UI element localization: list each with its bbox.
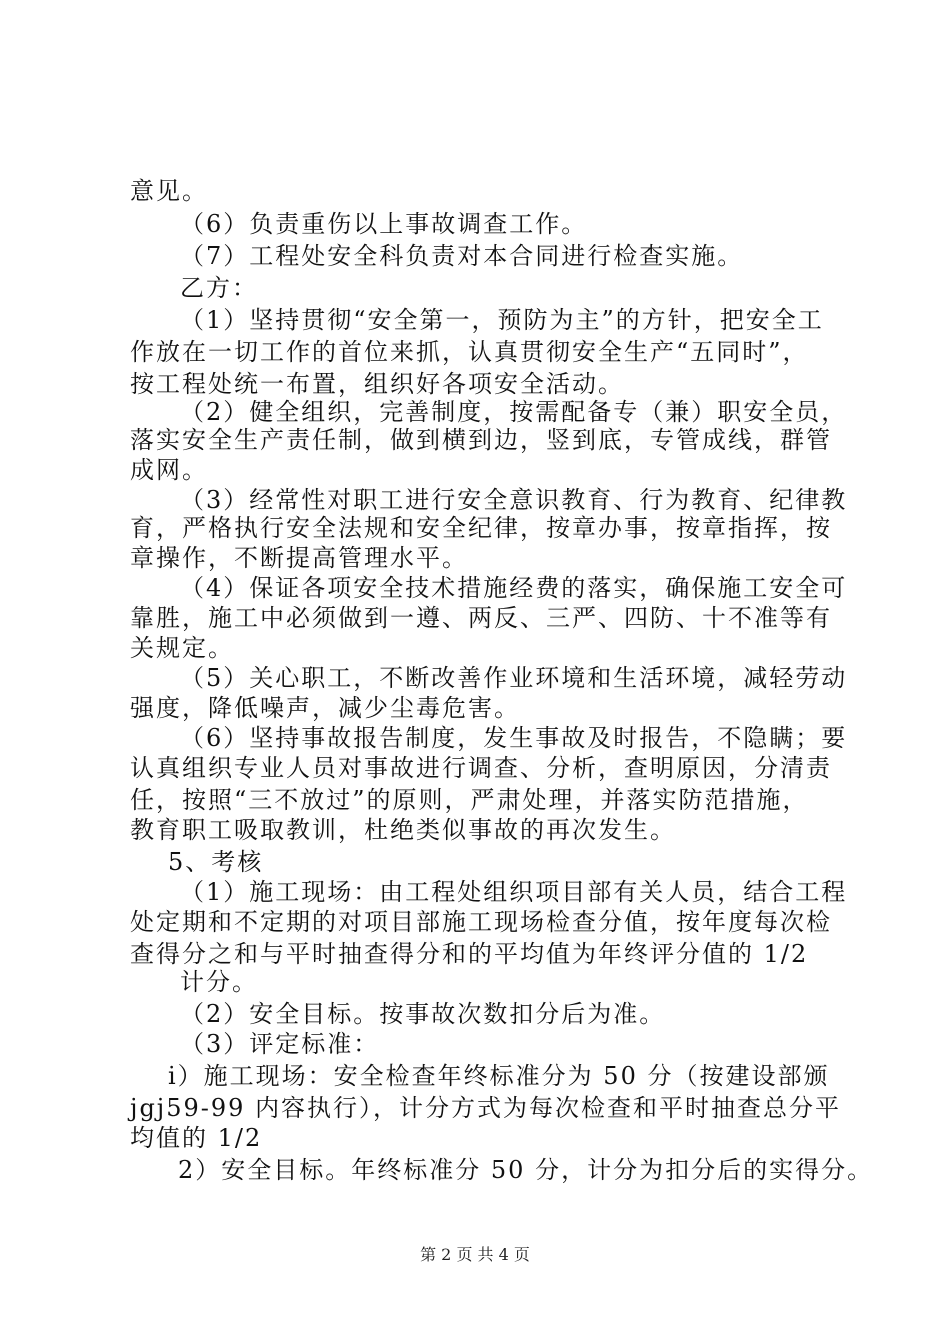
text-line: 强度，降低噪声，减少尘毒危害。 xyxy=(130,694,520,722)
text-line: 按工程处统一布置，组织好各项安全活动。 xyxy=(130,370,624,398)
text-line: （5）关心职工，不断改善作业环境和生活环境，减轻劳动 xyxy=(180,664,848,692)
text-line: （3）评定标准： xyxy=(180,1030,380,1058)
text-line: 落实安全生产责任制，做到横到边，竖到底，专管成线，群管 xyxy=(130,426,832,454)
text-line: 2）安全目标。年终标准分 50 分，计分为扣分后的实得分。 xyxy=(178,1156,874,1184)
section-heading: 5、考核 xyxy=(168,848,264,876)
text-line: 查得分之和与平时抽查得分和的平均值为年终评分值的 1/2 xyxy=(130,940,809,968)
text-line: 意见。 xyxy=(130,177,208,205)
text-line: （4）保证各项安全技术措施经费的落实，确保施工安全可 xyxy=(180,574,848,602)
text-line: 育，严格执行安全法规和安全纪律，按章办事，按章指挥，按 xyxy=(130,514,832,542)
text-line: i）施工现场：安全检查年终标准分为 50 分（按建设部颁 xyxy=(168,1062,830,1090)
text-line: 关规定。 xyxy=(130,634,234,662)
page-number-footer: 第 2 页 共 4 页 xyxy=(420,1245,530,1264)
text-line: 作放在一切工作的首位来抓，认真贯彻安全生产“五同时”， xyxy=(130,338,809,366)
text-line: 靠胜，施工中必须做到一遵、两反、三严、四防、十不准等有 xyxy=(130,604,832,632)
text-line: 成网。 xyxy=(130,456,208,484)
text-line: 乙方： xyxy=(180,274,258,302)
text-line: （6）负责重伤以上事故调查工作。 xyxy=(180,210,588,238)
text-line: 章操作，不断提高管理水平。 xyxy=(130,544,468,572)
text-line: 认真组织专业人员对事故进行调查、分析，查明原因，分清责 xyxy=(130,754,832,782)
text-line: （2）安全目标。按事故次数扣分后为准。 xyxy=(180,1000,666,1028)
text-line: （7）工程处安全科负责对本合同进行检查实施。 xyxy=(180,242,744,270)
text-line: 教育职工吸取教训，杜绝类似事故的再次发生。 xyxy=(130,816,676,844)
text-line: （3）经常性对职工进行安全意识教育、行为教育、纪律教 xyxy=(180,486,848,514)
text-line: 计分。 xyxy=(180,968,258,996)
text-line: 处定期和不定期的对项目部施工现场检查分值，按年度每次检 xyxy=(130,908,832,936)
text-line: （1）坚持贯彻“安全第一，预防为主”的方针，把安全工 xyxy=(180,306,824,334)
text-line: 任，按照“三不放过”的原则，严肃处理，并落实防范措施， xyxy=(130,786,809,814)
text-line: （2）健全组织，完善制度，按需配备专（兼）职安全员， xyxy=(180,398,848,426)
text-line: 均值的 1/2 xyxy=(130,1124,263,1152)
text-line: jgj59-99 内容执行），计分方式为每次检查和平时抽查总分平 xyxy=(130,1094,842,1122)
text-line: （1）施工现场：由工程处组织项目部有关人员，结合工程 xyxy=(180,878,848,906)
text-line: （6）坚持事故报告制度，发生事故及时报告，不隐瞒；要 xyxy=(180,724,848,752)
